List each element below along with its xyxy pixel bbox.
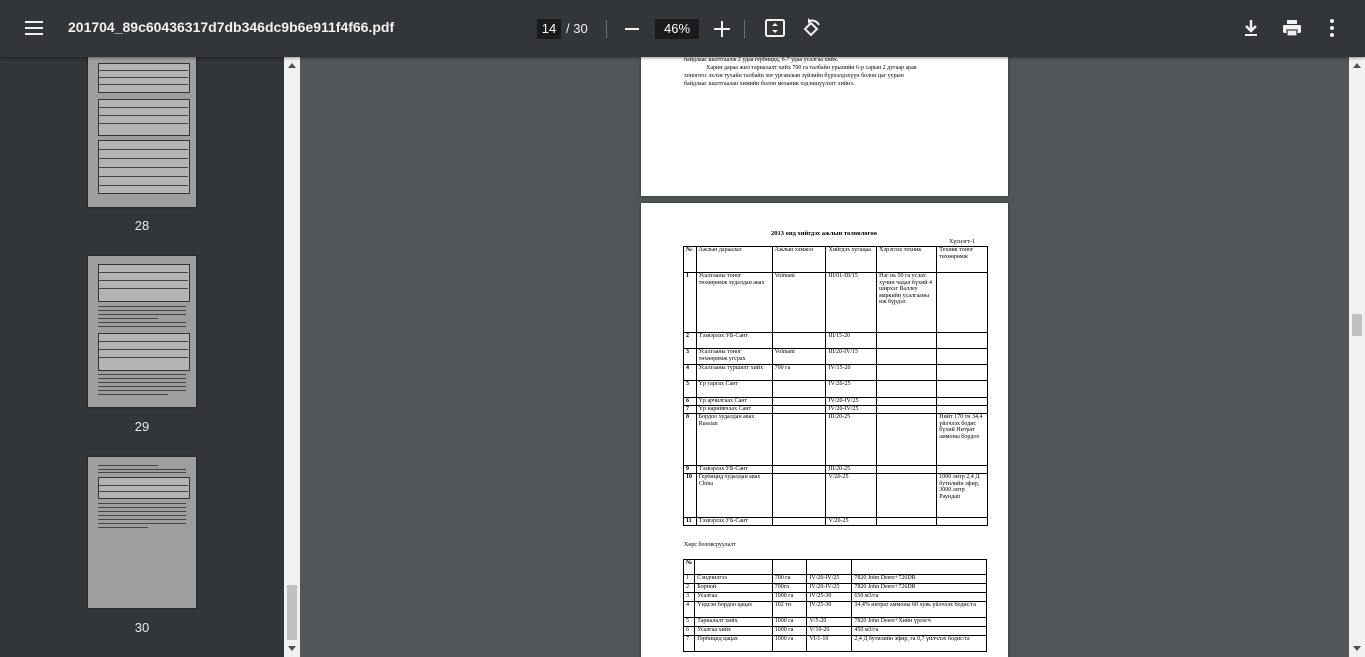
page-text-line: байдлаас шалтгаалж 2 удаа гербицид, 6-7 удаа усалгаа хийх.	[684, 57, 839, 63]
table-cell: 10	[684, 474, 697, 518]
table-cell	[937, 466, 988, 474]
table-cell: V/20-25	[826, 474, 877, 518]
table-cell: 1	[684, 273, 697, 333]
page-text-line: байдлаас шалтгаалан химийн болон механик хэдэншүүлэлт хийнэ.	[684, 81, 855, 87]
document-title: 201704_89c60436317d7db346dc9b6e911f4f66.pdf	[68, 19, 395, 35]
table-row	[684, 365, 988, 381]
section-heading: Хөрс боловсруулалт	[684, 542, 736, 548]
table-row	[684, 627, 987, 636]
table-cell: 1000 га	[772, 627, 807, 636]
table-cell: 4	[684, 365, 697, 381]
viewer-scroll-thumb[interactable]	[1352, 314, 1362, 336]
table-cell	[877, 333, 937, 349]
table-row	[684, 636, 987, 652]
table-row	[684, 273, 988, 333]
table-cell: 650 м3/га	[852, 593, 987, 602]
table-cell	[937, 398, 988, 406]
table-header-cell: Ажлын дараалал	[696, 247, 772, 273]
table-cell	[877, 406, 937, 414]
thumbnail-number: 30	[134, 620, 150, 635]
table-cell: IV/20-IV/25	[807, 584, 852, 593]
table-cell: 8	[684, 414, 697, 466]
table-cell: 6	[684, 398, 697, 406]
page-thumbnail-30[interactable]	[88, 457, 196, 608]
table-cell: 2,4 Д бутилийн эфир, га 0,7 үйлчлэх бодис/га	[852, 636, 987, 652]
table-header-cell	[807, 560, 852, 575]
table-cell	[877, 349, 937, 365]
document-viewer	[300, 57, 1349, 657]
more-icon[interactable]	[1321, 17, 1343, 39]
thumbnail-sidebar	[0, 57, 300, 657]
table-cell	[877, 381, 937, 398]
table-cell: VI/1-10	[807, 636, 852, 652]
table-cell: V/20-25	[826, 518, 877, 526]
table-row	[684, 466, 988, 474]
table-cell: Үр нарийвчлах Сант	[696, 406, 772, 414]
page-number-input[interactable]: 14	[537, 19, 561, 39]
table-row	[684, 618, 987, 627]
table-row	[684, 406, 988, 414]
table-cell: IV/15-20	[826, 365, 877, 381]
table-row	[684, 349, 988, 365]
table-cell: 34,4% нитрат аммоны 60 хувь үйлчлэх бодис/га	[852, 602, 987, 618]
table-row	[684, 593, 987, 602]
table-row	[684, 414, 988, 466]
table-cell: III/20-25	[826, 414, 877, 466]
pdf-page-13	[641, 57, 1008, 196]
toolbar-divider	[606, 20, 607, 38]
table-cell: Тээвэрлэх УБ-Сант	[696, 518, 772, 526]
page-total: / 30	[566, 21, 588, 36]
table-cell	[937, 349, 988, 365]
table-cell: III/01-III/15	[826, 273, 877, 333]
table-cell: 5	[684, 618, 695, 627]
table-cell: 7	[684, 406, 697, 414]
table-row	[684, 398, 988, 406]
menu-icon[interactable]	[22, 16, 46, 40]
table-cell	[772, 474, 826, 518]
table-header-cell: Техник тоног төхөөрөмж	[937, 247, 988, 273]
table-cell: Сэндчилгээ	[695, 575, 773, 584]
pdf-page-14	[641, 203, 1008, 657]
table-header-row	[684, 247, 988, 273]
table-cell	[772, 333, 826, 349]
sidebar-scroll-thumb[interactable]	[287, 585, 297, 640]
table-cell: Volmant	[772, 349, 826, 365]
zoom-in-icon[interactable]	[714, 21, 730, 37]
soil-treatment-table	[683, 559, 987, 652]
zoom-out-icon[interactable]	[625, 28, 639, 30]
table-cell: 7820 John Deere+726DR	[852, 575, 987, 584]
table-cell: Гербицид цацах	[695, 636, 773, 652]
table-cell	[937, 406, 988, 414]
toolbar-divider	[744, 20, 745, 38]
table-header-cell: Ажлын хэмжээ	[772, 247, 826, 273]
table-cell: 2	[684, 584, 695, 593]
table-row	[684, 602, 987, 618]
table-cell	[877, 414, 937, 466]
table-cell: III/20-25	[826, 466, 877, 474]
table-cell: 450 м3/га	[852, 627, 987, 636]
table-cell	[937, 381, 988, 398]
table-cell: IV/20-IV/25	[807, 575, 852, 584]
table-cell: Үр таргах Сант	[696, 381, 772, 398]
table-cell: 3	[684, 349, 697, 365]
table-cell: 700 га	[772, 365, 826, 381]
page-text-line: Харин дараа жил тариалалт хийх 700 га талбайн урьшийн 6-р сарын 2 дугаар арав	[706, 65, 917, 71]
table-cell: 2	[684, 333, 697, 349]
thumbnail-number: 29	[134, 419, 150, 434]
table-cell: Тариалалт хийх	[695, 618, 773, 627]
table-cell: 1000 га	[772, 593, 807, 602]
table-cell	[877, 398, 937, 406]
table-cell	[937, 518, 988, 526]
table-cell: Үр арчилгаах Сант	[696, 398, 772, 406]
table-cell: Нийт 170 тн 34,4 үйлчлэх бодис бүхий Нитрат аммоны бордоо	[937, 414, 988, 466]
table-cell	[772, 398, 826, 406]
table-header-cell: №	[684, 560, 695, 575]
table-cell: 7	[684, 636, 695, 652]
table-row	[684, 381, 988, 398]
table-cell: 1000 га	[772, 636, 807, 652]
table-cell: Усалгааны тоног төхөөрөмж угсрах	[696, 349, 772, 365]
table-cell: 9	[684, 466, 697, 474]
scroll-up-arrow-icon[interactable]	[288, 63, 296, 68]
table-row	[684, 584, 987, 593]
table-cell: 102 тн	[772, 602, 807, 618]
table-cell: Борной	[695, 584, 773, 593]
table-cell	[937, 333, 988, 349]
table-row	[684, 333, 988, 349]
table-cell	[772, 406, 826, 414]
table-cell: Гербицид худалдан авах China	[696, 474, 772, 518]
table-row	[684, 518, 988, 526]
table-row	[684, 575, 987, 584]
page-text-line: хоногоос эхлэн тухайн талбайн хог ургамлын зүйлийн бүрхэлдэхүүн болон цаг уурын	[684, 73, 904, 79]
table-cell: Нэг нь 50 га услах хүчин чадал бүхий 4 ширхэг Валлеу маркийн усалгааны иж бүрдэл	[877, 273, 937, 333]
thumbnail-number: 28	[134, 218, 150, 233]
table-cell	[772, 466, 826, 474]
table-cell: 700 га	[772, 575, 807, 584]
table-cell: 7820 John Deere+726DR	[852, 584, 987, 593]
table-header-cell	[772, 560, 807, 575]
table-cell: 1	[684, 575, 695, 584]
table-cell: IV/20-25	[826, 381, 877, 398]
table-cell	[877, 365, 937, 381]
table-cell: Бордоо худалдан авах Russian	[696, 414, 772, 466]
table-cell: Volmant	[772, 273, 826, 333]
fit-page-icon[interactable]	[764, 17, 786, 39]
page-thumbnail-29[interactable]	[88, 256, 196, 407]
scroll-down-arrow-icon[interactable]	[288, 646, 296, 651]
table-header-cell	[852, 560, 987, 575]
table-cell: Үндсэн бордоо цацах	[695, 602, 773, 618]
table-cell: Усалгаа хийх	[695, 627, 773, 636]
table-cell	[772, 414, 826, 466]
table-cell: 5	[684, 381, 697, 398]
table-cell	[772, 518, 826, 526]
table-cell: V/10-20	[807, 627, 852, 636]
table-header-row	[684, 560, 987, 575]
appendix-label: Хүснэгт-1	[949, 239, 975, 245]
table-cell	[937, 273, 988, 333]
table-cell: 700га	[772, 584, 807, 593]
zoom-level-input[interactable]: 46%	[655, 19, 699, 39]
table-header-cell: Хэрэглэх техник	[877, 247, 937, 273]
print-icon[interactable]	[1281, 17, 1303, 39]
download-icon[interactable]	[1240, 17, 1262, 39]
rotate-icon[interactable]	[800, 17, 822, 39]
table-cell	[877, 466, 937, 474]
table-cell	[877, 474, 937, 518]
page-thumbnail-28[interactable]	[88, 57, 196, 207]
table-cell: III/20-IV/15	[826, 349, 877, 365]
table-cell	[937, 365, 988, 381]
table-cell: 1000 га	[772, 618, 807, 627]
table-header-cell	[695, 560, 773, 575]
table-cell: Тээвэрлэх УБ-Сант	[696, 333, 772, 349]
table-cell: V/5-20	[807, 618, 852, 627]
table-cell: IV/25-30	[807, 593, 852, 602]
table-cell: IV/20-IV/25	[826, 406, 877, 414]
table-cell: 7820 John Deere+Хийн үрлэгч	[852, 618, 987, 627]
table-cell: 6	[684, 627, 695, 636]
table-cell: IV/25-30	[807, 602, 852, 618]
table-cell: Тээвэрлэх УБ-Сант	[696, 466, 772, 474]
table-cell: 4	[684, 602, 695, 618]
table-cell: 3	[684, 593, 695, 602]
viewer-scrollbar[interactable]	[1349, 57, 1365, 657]
table-header-cell: №	[684, 247, 697, 273]
scroll-up-arrow-icon[interactable]	[1353, 63, 1361, 68]
table-cell: IV/20-IV/25	[826, 398, 877, 406]
sidebar-scrollbar[interactable]	[284, 57, 300, 657]
table-cell: Усалгааны туршилт хийх	[696, 365, 772, 381]
plan-title: 2013 онд хийгдэх ажлын төлөвлөгөө	[771, 230, 877, 237]
table-cell: 1000 литр 2,4 Д бутилийн эфир, 3000 литр Раундап	[937, 474, 988, 518]
table-cell	[772, 381, 826, 398]
pdf-toolbar	[0, 0, 1365, 57]
table-cell: Усалгааны тоног төхөөрөмж худалдан авах	[696, 273, 772, 333]
table-cell: Усалгаа	[695, 593, 773, 602]
table-row	[684, 474, 988, 518]
table-cell	[877, 518, 937, 526]
scroll-down-arrow-icon[interactable]	[1353, 646, 1361, 651]
table-cell: III/15-20	[826, 333, 877, 349]
table-header-cell: Хийгдэх хугацаа	[826, 247, 877, 273]
work-plan-table	[683, 246, 988, 526]
table-cell: 11	[684, 518, 697, 526]
